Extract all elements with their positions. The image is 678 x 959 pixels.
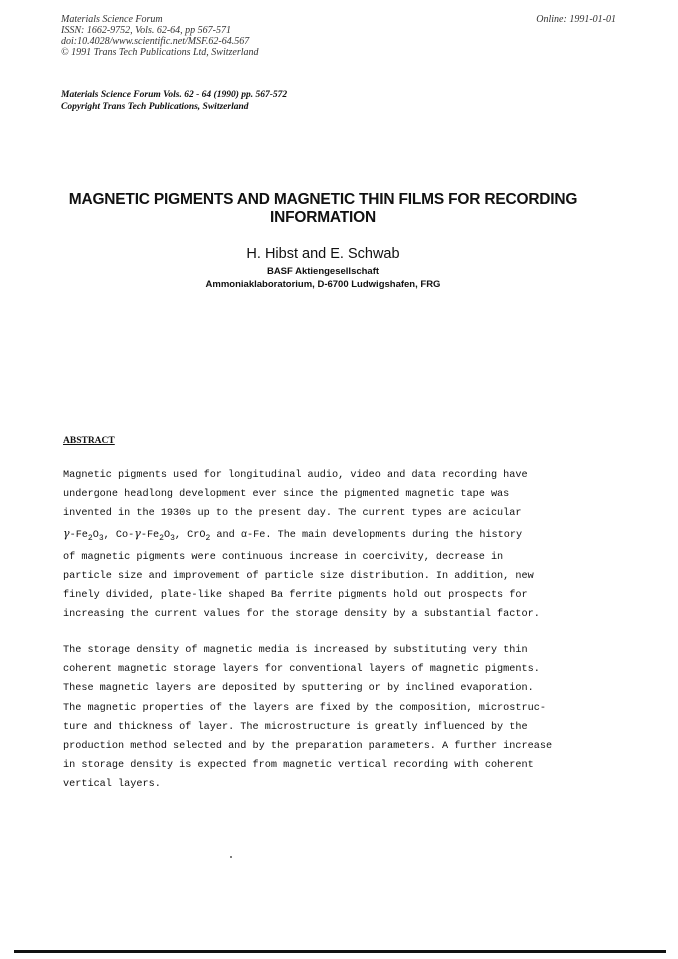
formula-text: , Co- (103, 529, 135, 541)
subscript: 2 (205, 533, 211, 543)
article-metadata (61, 14, 481, 58)
page-bottom-rule (14, 950, 666, 953)
abstract-paragraph-1 (63, 466, 623, 625)
text-line: in storage density is expected from magnetic vertical recording with coherent (63, 760, 534, 772)
alpha-symbol: α (240, 529, 248, 541)
text-line: finely divided, plate-like shaped Ba ferrite pigments hold out prospects for (63, 590, 528, 602)
text-line: increasing the current values for the storage density by a substantial factor. (63, 609, 540, 621)
formula-text: -Fe (69, 529, 88, 541)
text-line: undergone headlong development ever since the pigmented magnetic tape was (63, 489, 510, 501)
formula-text: -Fe. The main developments during the history (247, 529, 523, 541)
formula-text: , CrO (174, 529, 206, 541)
text-line: vertical layers. (63, 779, 161, 791)
gamma-symbol: γ (63, 526, 70, 540)
formula-text: O (92, 529, 99, 541)
text-line: ture and thickness of layer. The microstructure is greatly influenced by the (63, 721, 528, 733)
text-line: Magnetic pigments used for longitudinal audio, video and data recording have (63, 470, 528, 481)
text-line: production method selected and by the preparation parameters. A further increase (63, 741, 553, 753)
title-line: INFORMATION (270, 209, 376, 226)
journal-volume-line: Materials Science Forum Vols. 62 - 64 (1990) pp. 567-572 (61, 90, 288, 100)
gamma-symbol: γ (134, 526, 141, 540)
journal-copyright-line: Copyright Trans Tech Publications, Switzerland (61, 102, 249, 112)
subscript: 3 (170, 533, 175, 543)
metadata-journal: Materials Science Forum (61, 14, 163, 25)
paper-title (40, 191, 606, 227)
scan-speck (230, 856, 232, 858)
text-line: particle size and improvement of particle size distribution. In addition, new (63, 571, 534, 583)
journal-citation (61, 89, 287, 113)
text-line: coherent magnetic storage layers for conventional layers of magnetic pigments. (63, 664, 540, 676)
abstract-paragraph-2 (63, 641, 623, 795)
affiliation-company: BASF Aktiengesellschaft (266, 266, 380, 277)
metadata-issn: ISSN: 1662-9752, Vols. 62-64, pp 567-571 (61, 25, 231, 36)
title-line: MAGNETIC PIGMENTS AND MAGNETIC THIN FILMS FOR RECORDING (68, 191, 578, 208)
online-date: Online: 1991-01-01 (536, 14, 616, 25)
authors: H. Hibst and E. Schwab (246, 246, 400, 262)
formula-text: O (163, 529, 171, 541)
subscript: 2 (87, 533, 93, 543)
text-line: The storage density of magnetic media is increased by substituting very thin (63, 645, 528, 656)
formula-text: -Fe (140, 529, 160, 541)
text-line: These magnetic layers are deposited by sputtering or by inclined evaporation. (63, 683, 534, 695)
metadata-copyright: © 1991 Trans Tech Publications Ltd, Switzerland (61, 47, 259, 58)
abstract-heading: ABSTRACT (63, 436, 115, 446)
text-line: invented in the 1930s up to the present day. The current types are acicular (63, 508, 522, 520)
text-line: The magnetic properties of the layers are fixed by the composition, microstruc- (63, 702, 546, 714)
metadata-doi: doi:10.4028/www.scientific.net/MSF.62-64.567 (61, 36, 250, 47)
affiliation-address: Ammoniaklaboratorium, D-6700 Ludwigshafen, FRG (205, 279, 441, 290)
subscript: 2 (159, 533, 164, 543)
formula-line (63, 524, 623, 548)
text-line: of magnetic pigments were continuous increase in coercivity, decrease in (63, 551, 504, 563)
subscript: 3 (98, 533, 104, 543)
formula-text: and (210, 529, 241, 541)
affiliation (0, 265, 646, 291)
